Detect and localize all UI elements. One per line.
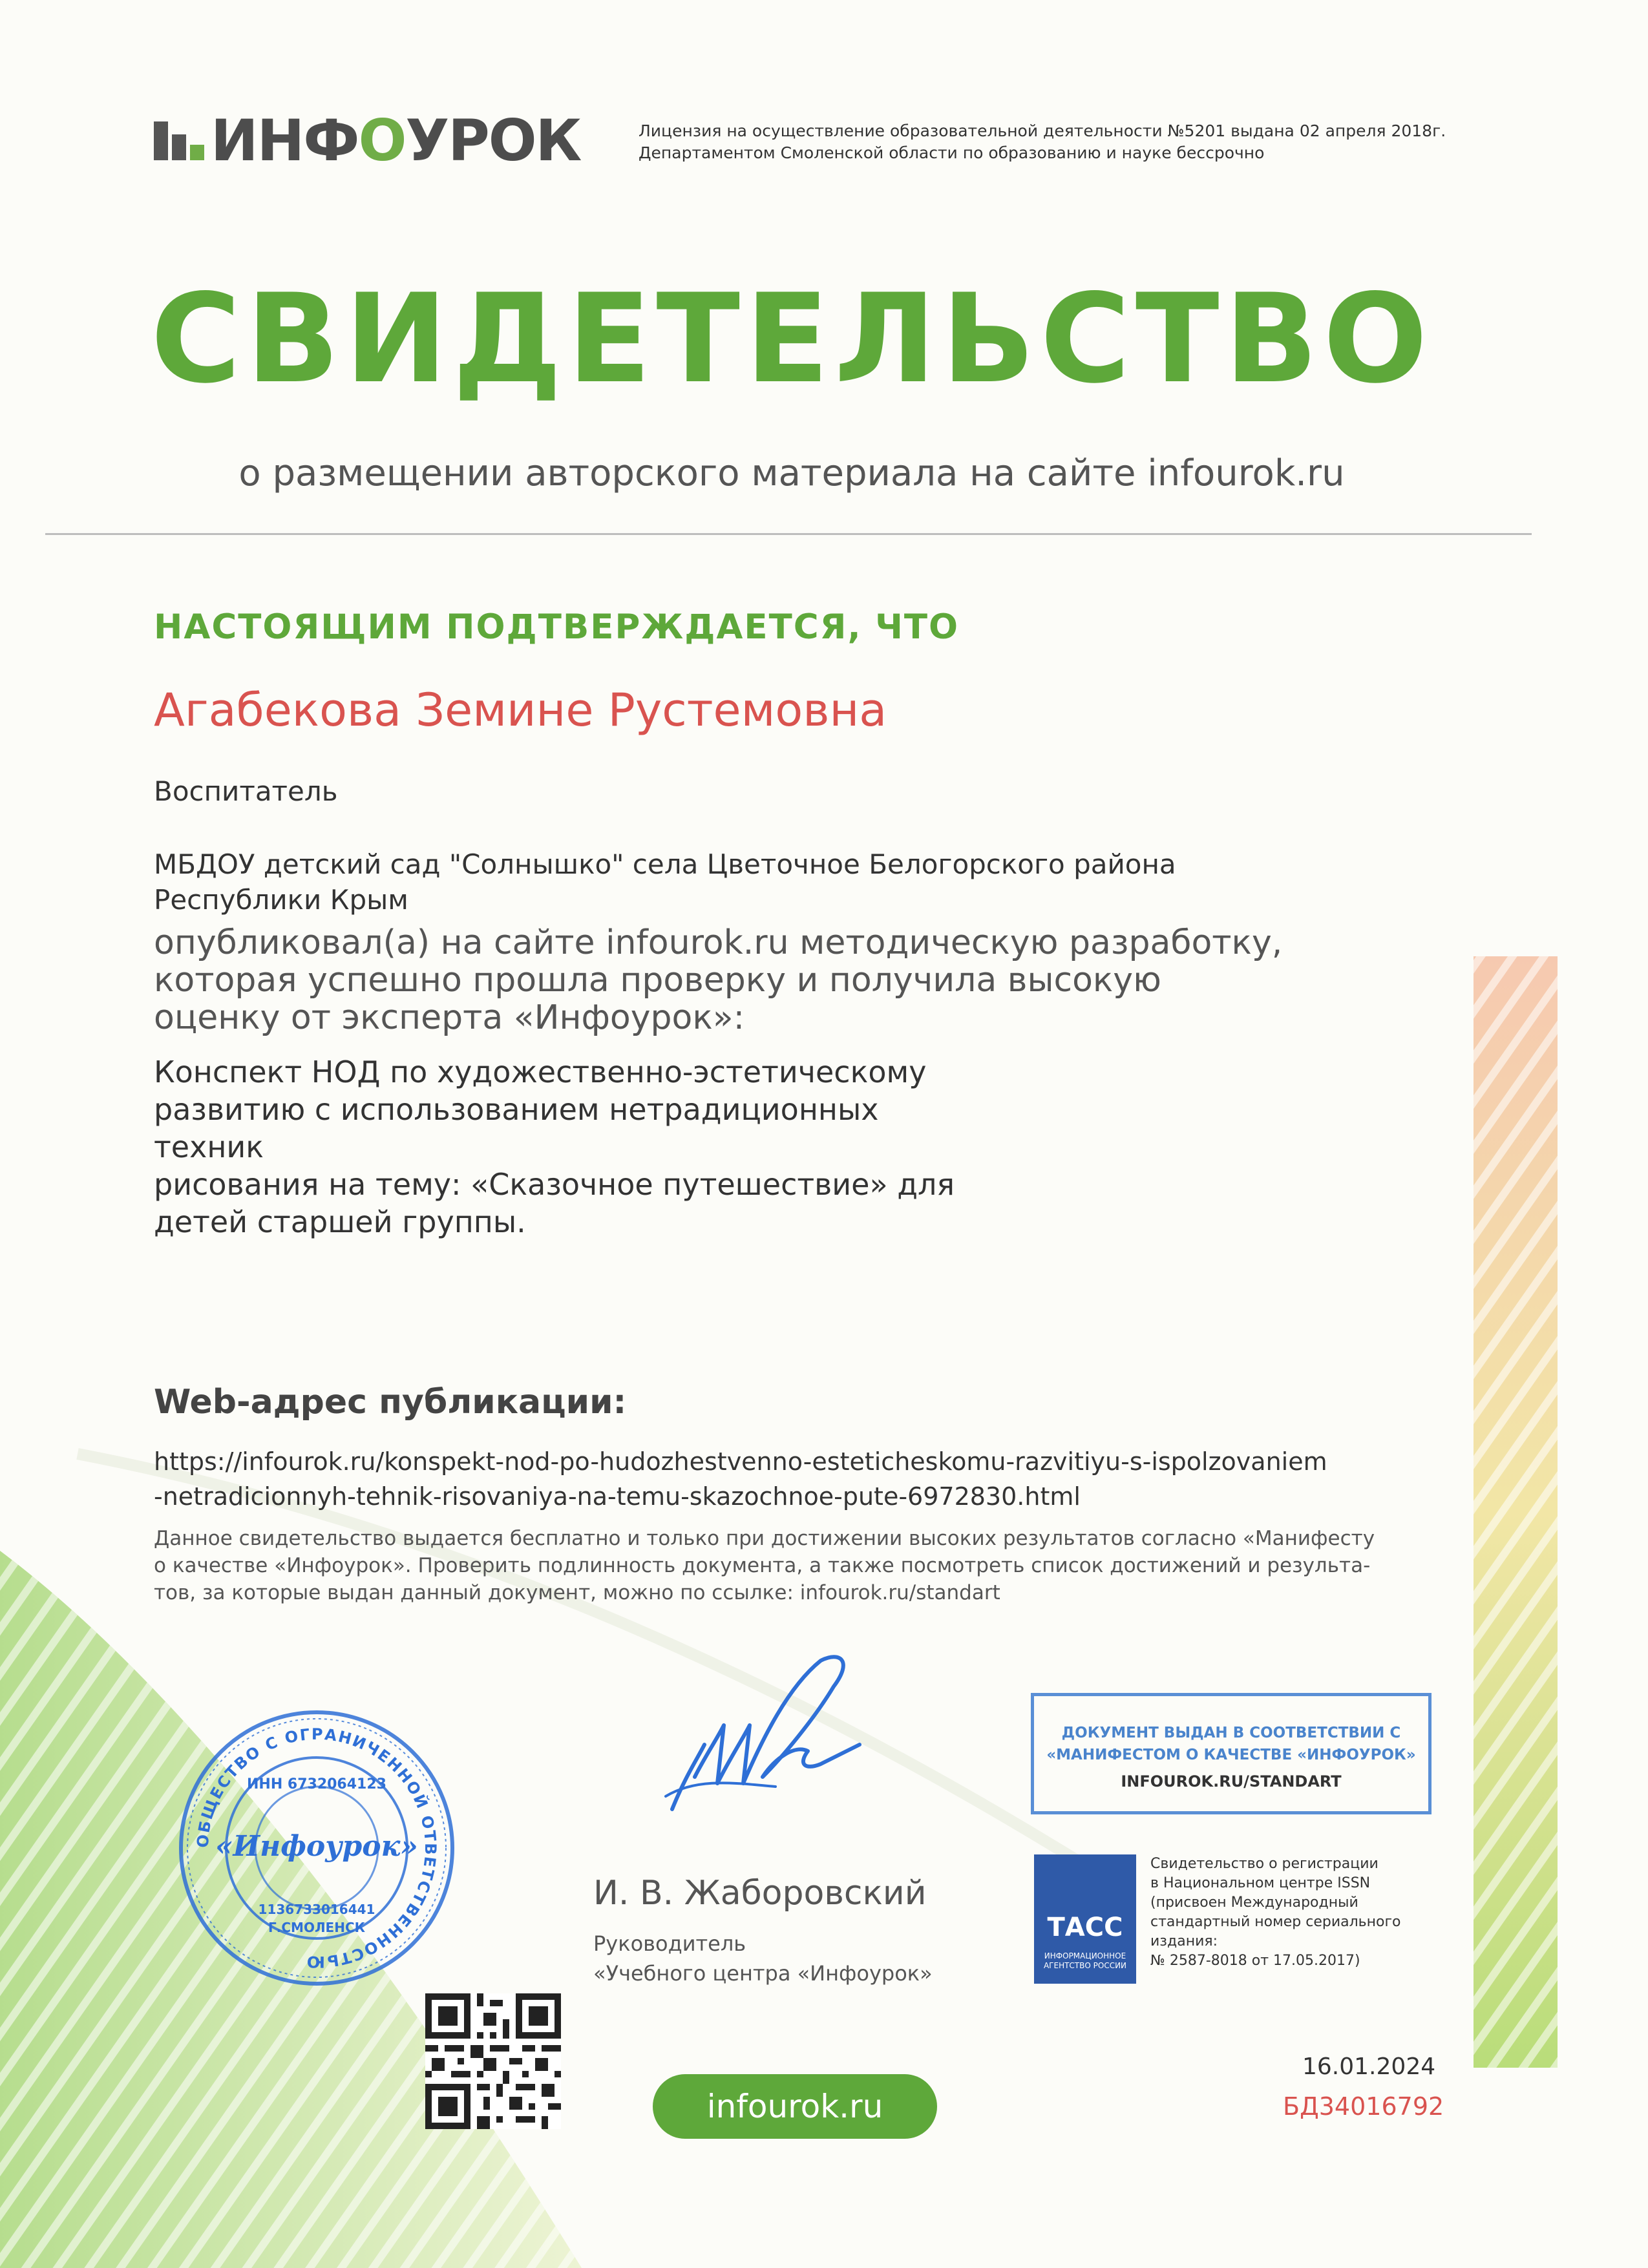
brand-logo bbox=[154, 109, 580, 173]
logo-bars-icon bbox=[154, 121, 204, 160]
certificate-title: СВИДЕТЕЛЬСТВО bbox=[151, 268, 1433, 410]
license-text: Лицензия на осуществление образовательной деятельности №5201 выдана 02 апреля 2018г. Департаментом Смоленской области по образованию и науке бессрочно bbox=[639, 121, 1446, 162]
certificate-subtitle: о размещении авторского материала на сайте infourok.ru bbox=[238, 452, 1345, 494]
work-title: Конспект НОД по художественно-эстетическому развитию с использованием нетрадиционных техник рисования на тему: «Сказочное путешествие» для детей старшей группы. bbox=[154, 1055, 955, 1239]
stamp-inn: ИНН 6732064123 bbox=[247, 1776, 386, 1792]
publication-url[interactable]: https://infourok.ru/konspekt-nod-po-hudozhestvenno-esteticheskomu-razvitiyu-s-ispolzovaniem -netradicionnyh-tehnik-risovaniya-na-temu-skazochnoe-pute-6972830.html bbox=[154, 1447, 1327, 1511]
certificate-note: Данное свидетельство выдается бесплатно и только при достижении высоких результатов согласно «Манифесту о качестве «Инфоурок». Проверить подлинность документа, а также посмотреть список достижений и результа- тов, за которые выдан данный документ, можно по ссылке: infourok.ru/standart bbox=[154, 1527, 1375, 1604]
stamp-ring-text: ОБЩЕСТВО С ОГРАНИЧЕННОЙ ОТВЕТСТВЕННОСТЬЮ bbox=[193, 1725, 440, 1971]
recipient-position: Воспитатель bbox=[154, 775, 338, 807]
issue-date: 16.01.2024 bbox=[1302, 2053, 1436, 2080]
handwritten-signature bbox=[659, 1648, 872, 1842]
signer-name: И. В. Жаборовский bbox=[593, 1874, 927, 1913]
stamp-city: Г.СМОЛЕНСК bbox=[268, 1920, 365, 1935]
tass-word: ТАСС bbox=[1047, 1913, 1123, 1942]
qr-code[interactable] bbox=[425, 1993, 561, 2129]
tass-subtitle: ИНФОРМАЦИОННОЕ АГЕНТСТВО РОССИИ bbox=[1043, 1951, 1127, 1970]
divider bbox=[45, 533, 1532, 535]
signer-role: Руководитель «Учебного центра «Инфоурок» bbox=[593, 1931, 933, 1986]
manifest-box: ДОКУМЕНТ ВЫДАН В СООТВЕТСТВИИ С «МАНИФЕСТОМ О КАЧЕСТВЕ «ИНФОУРОК» INFOUROK.RU/STANDART bbox=[1031, 1693, 1431, 1814]
stamp-center-text: «Инфоурок» bbox=[215, 1830, 418, 1863]
certificate-serial: БД34016792 bbox=[1283, 2092, 1444, 2121]
web-address-heading: Web-адрес публикации: bbox=[154, 1383, 627, 1422]
site-link-button[interactable]: infourok.ru bbox=[653, 2074, 937, 2139]
issn-info: Свидетельство о регистрации в Национальном центре ISSN (присвоен Международный стандартный номер сериального издания: № 2587-8018 от 17.05.2017) bbox=[1150, 1856, 1401, 1969]
published-statement: опубликовал(а) на сайте infourok.ru методическую разработку, которая успешно прошла проверку и получила высокую оценку от эксперта «Инфоурок»: bbox=[154, 923, 1283, 1037]
official-stamp bbox=[174, 1706, 459, 1990]
recipient-organization: МБДОУ детский сад "Солнышко" села Цветочное Белогорского района Республики Крым bbox=[154, 848, 1176, 916]
recipient-name: Агабекова Земине Рустемовна bbox=[154, 684, 887, 737]
logo-text: ИНФОУРОК bbox=[211, 107, 581, 174]
confirm-heading: НАСТОЯЩИМ ПОДТВЕРЖДАЕТСЯ, ЧТО bbox=[154, 607, 960, 647]
stamp-ogrn: 1136733016441 bbox=[258, 1902, 375, 1917]
